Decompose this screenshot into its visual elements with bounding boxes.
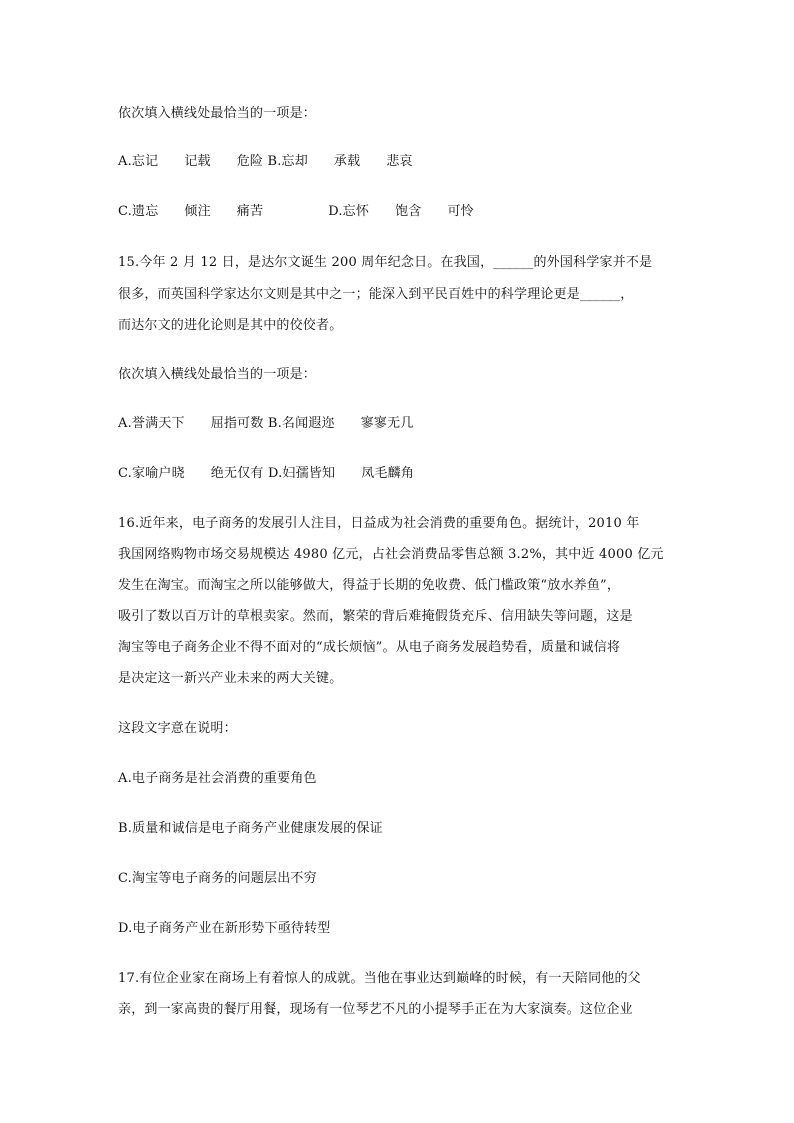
- q16-stem-line3: 发生在淘宝。而淘宝之所以能够做大，得益于长期的免收费、低门槛政策“放水养鱼”，: [118, 578, 621, 593]
- q16-stem-line1: 16.近年来，电子商务的发展引人注目，日益成为社会消费的重要角色。据统计，2010 年: [118, 516, 640, 531]
- instruction-q15: 依次填入横线处最恰当的一项是：: [118, 367, 317, 382]
- q15-stem-line2: 很多，而英国科学家达尔文则是其中之一；能深入到平民百姓中的科学理论更是______，: [118, 287, 634, 302]
- q16-option-c: C.淘宝等电子商务的问题层出不穷: [118, 871, 317, 886]
- q16-option-b: B.质量和诚信是电子商务产业健康发展的保证: [118, 821, 383, 836]
- q17-stem-line2: 亲，到一家高贵的餐厅用餐，现场有一位琴艺不凡的小提琴手正在为大家演奏。这位企业: [118, 1002, 633, 1017]
- q16-stem-line2: 我国网络购物市场交易规模达 4980 亿元，占社会消费品零售总额 3.2%，其中近 4000 亿元: [118, 547, 664, 562]
- q16-stem-line4: 吸引了数以百万计的草根卖家。然而，繁荣的背后难掩假货充斥、信用缺失等问题，这是: [118, 609, 633, 624]
- q17-stem-line1: 17.有位企业家在商场上有着惊人的成就。当他在事业达到巅峰的时候，有一天陪同他的父: [118, 971, 641, 986]
- q15-options-cd: C.家喻户晓 绝无仅有 D.妇孺皆知 凤毛麟角: [118, 466, 415, 481]
- q15-options-ab: A.誉满天下 屈指可数 B.名闻遐迩 寥寥无几: [118, 416, 414, 431]
- q16-option-a: A.电子商务是社会消费的重要角色: [118, 771, 317, 786]
- q15-stem-line3: 而达尔文的进化论则是其中的佼佼者。: [118, 318, 343, 333]
- q15-stem-line1: 15.今年 2 月 12 日，是达尔文诞生 200 周年纪念日。在我国，______的外国科学家并不是: [118, 255, 653, 270]
- q16-stem-line6: 是决定这一新兴产业未来的两大关键。: [118, 671, 343, 686]
- q14-options-ab: A.忘记 记载 危险 B.忘却 承载 悲哀: [118, 154, 413, 169]
- q16-prompt: 这段文字意在说明：: [118, 721, 237, 736]
- q16-option-d: D.电子商务产业在新形势下亟待转型: [118, 921, 331, 936]
- q14-options-cd: C.遗忘 倾注 痛苦 D.忘怀 饱含 可怜: [118, 204, 474, 219]
- instruction-q14: 依次填入横线处最恰当的一项是：: [118, 106, 317, 121]
- q16-stem-line5: 淘宝等电子商务企业不得不面对的“成长烦恼”。从电子商务发展趋势看，质量和诚信将: [118, 640, 621, 655]
